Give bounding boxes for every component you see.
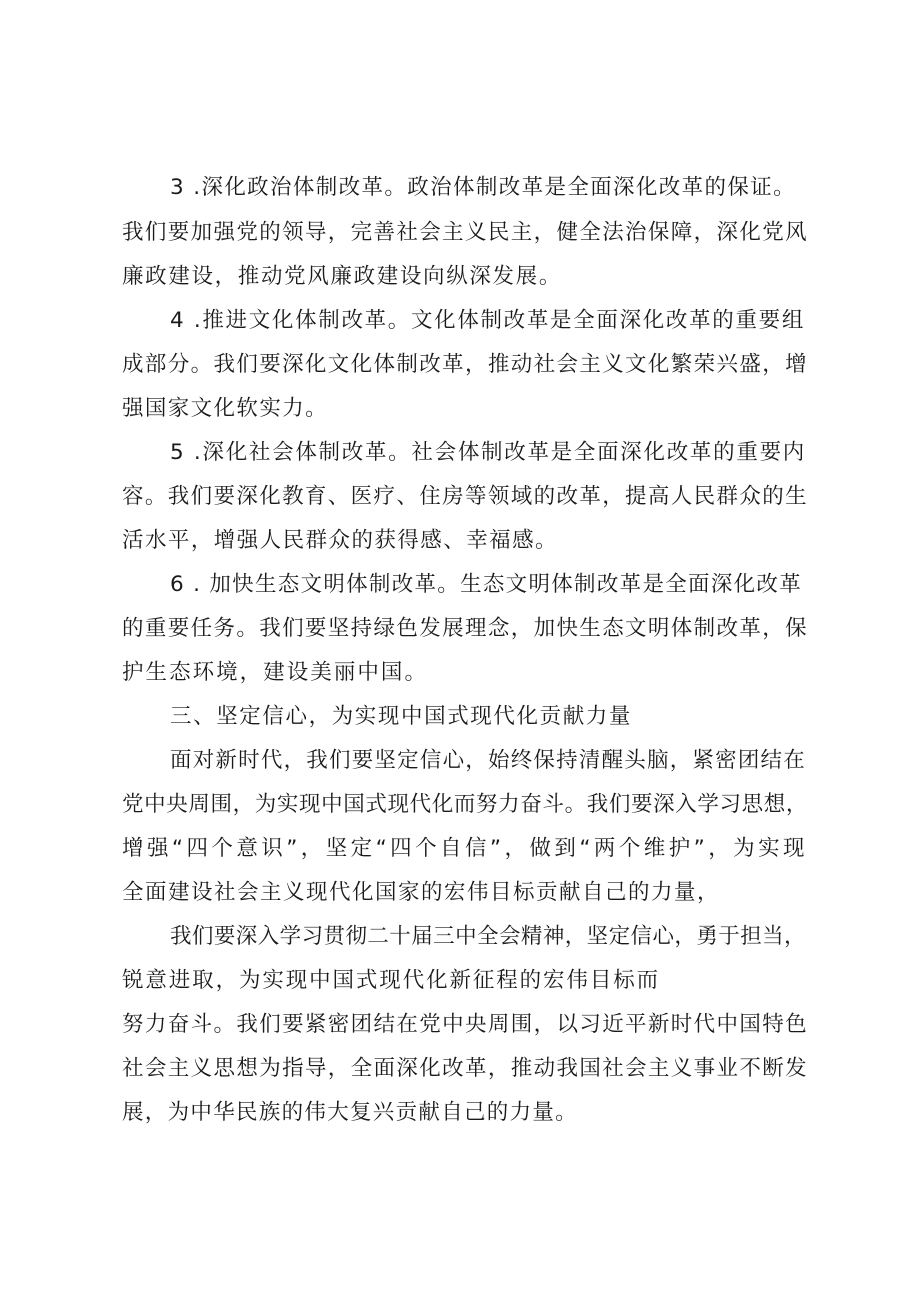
text-line: 锐意进取，为实现中国式现代化新征程的宏伟目标而 bbox=[122, 968, 660, 993]
text-line: 党中央周围，为实现中国式现代化而努力奋斗。我们要深入学习思想， bbox=[122, 792, 808, 817]
text-line: 5 .深化社会体制改革。社会体制改革是全面深化改革的重要内 bbox=[170, 440, 806, 465]
text-line: 强国家文化软实力。 bbox=[122, 396, 328, 421]
text-line: 成部分。我们要深化文化体制改革，推动社会主义文化繁荣兴盛，增 bbox=[122, 352, 808, 377]
text-line: 廉政建设，推动党风廉政建设向纵深发展。 bbox=[122, 264, 562, 289]
text-line: 活水平，增强人民群众的获得感、幸福感。 bbox=[122, 528, 558, 553]
text-line: 我们要加强党的领导，完善社会主义民主，健全法治保障，深化党风 bbox=[122, 220, 808, 245]
text-line: 3 .深化政治体制改革。政治体制改革是全面深化改革的保证。 bbox=[170, 175, 796, 200]
text-line: 我们要深入学习贯彻二十届三中全会精神，坚定信心，勇于担当， bbox=[170, 924, 806, 949]
text-line: 6 . 加快生态文明体制改革。生态文明体制改革是全面深化改革 bbox=[170, 572, 802, 597]
text-line: 努力奋斗。我们要紧密团结在党中央周围，以习近平新时代中国特色 bbox=[122, 1012, 808, 1037]
text-line: 社会主义思想为指导，全面深化改革，推动我国社会主义事业不断发 bbox=[122, 1056, 808, 1081]
text-line: 展，为中华民族的伟大复兴贡献自己的力量。 bbox=[122, 1100, 578, 1125]
text-line: 容。我们要深化教育、医疗、住房等领域的改革，提高人民群众的生 bbox=[122, 484, 808, 509]
text-line: 4 .推进文化体制改革。文化体制改革是全面深化改革的重要组 bbox=[170, 308, 805, 333]
text-line: 全面建设社会主义现代化国家的宏伟目标贡献自己的力量， bbox=[122, 880, 720, 905]
text-line: 面对新时代，我们要坚定信心，始终保持清醒头脑，紧密团结在 bbox=[170, 748, 806, 773]
text-line: 的重要任务。我们要坚持绿色发展理念，加快生态文明体制改革，保 bbox=[122, 616, 808, 641]
section-heading: 三、坚定信心，为实现中国式现代化贡献力量 bbox=[170, 704, 632, 729]
text-line: 增强“四个意识”，坚定“四个自信”，做到“两个维护”，为实现 bbox=[122, 836, 808, 861]
text-line: 护生态环境，建设美丽中国。 bbox=[122, 660, 428, 685]
